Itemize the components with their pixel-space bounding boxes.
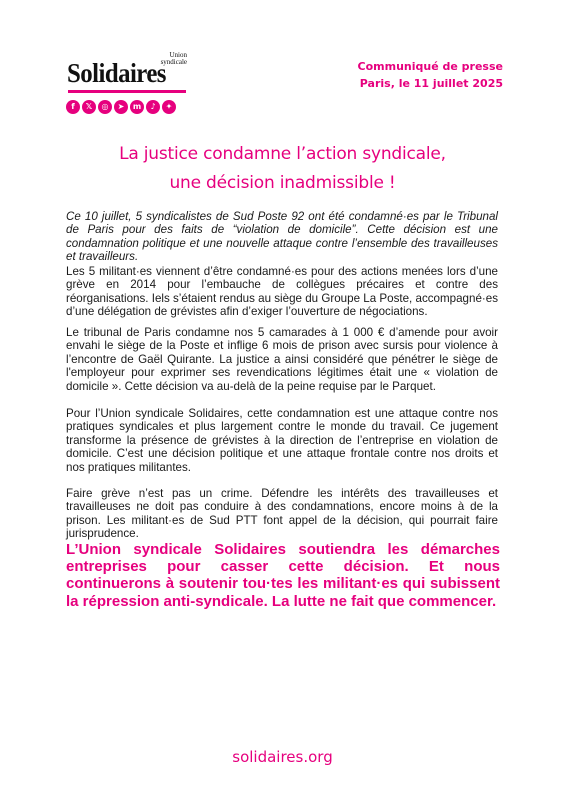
facebook-icon[interactable]: f [66, 100, 80, 114]
title-line-2: une décision inadmissible ! [169, 173, 396, 193]
press-header [358, 58, 503, 92]
x-icon[interactable]: 𝕏 [82, 100, 96, 114]
conclusion-paragraph: L’Union syndicale Solidaires soutiendra les démarches entreprises pour casser cette décision. Et nous continuerons à soutenir tou·tes les militant·es qui subissent la répression anti-syndicale. La lutte ne fait que commencer. [66, 541, 500, 610]
body-paragraph-2: Le tribunal de Paris condamne nos 5 camarades à 1 000 € d’amende pour avoir envahi le siège de la Poste et inflige 6 mois de prison avec sursis pour violence à l’encontre de Gaël Quirante. La justice a ainsi considéré que pénétrer le siège de l'employeur pour exprimer ses revendications légitimes était une « violation de domicile ». Cette décision va au-delà de la peine requise par le Parquet. [66, 326, 498, 393]
page-title [0, 140, 565, 198]
body-paragraph-4: Faire grève n’est pas un crime. Défendre les intérêts des travailleuses et travailleuses ne doit pas conduire à des condamnations, encore moins à de la prison. Les militant·es de Sud PTT font appel de la décision, qui pourrait faire jurisprudence. [66, 487, 498, 541]
bluesky-icon[interactable]: ✦ [162, 100, 176, 114]
logo-underline [68, 90, 186, 93]
intro-paragraph: Ce 10 juillet, 5 syndicalistes de Sud Poste 92 ont été condamné·es par le Tribunal de Paris pour des faits de “violation de domicile”. Cette décision est une condamnation politique et une nouvelle attaque contre l’ensemble des travailleuses et travailleurs. [66, 210, 498, 264]
instagram-icon[interactable]: ◎ [98, 100, 112, 114]
mastodon-icon[interactable]: m [130, 100, 144, 114]
press-release-label: Communiqué de presse [357, 60, 503, 73]
body-paragraph-3: Pour l’Union syndicale Solidaires, cette condamnation est une attaque contre nos pratiques syndicales et plus largement contre le monde du travail. Ce jugement transforme la présence de grévistes à la direction de l’entreprise en violation de domicile. C’est une décision politique et une attaque frontale contre nos droits et nos pratiques militantes. [66, 407, 498, 474]
logo-wordmark: Solidaires [67, 58, 166, 88]
logo-union-text: Union [169, 51, 187, 59]
title-line-1: La justice condamne l’action syndicale, [119, 144, 446, 164]
logo-syndicale-text: syndicale [160, 58, 187, 66]
press-release-date: Paris, le 11 juillet 2025 [359, 77, 503, 90]
tiktok-icon[interactable]: ♪ [146, 100, 160, 114]
telegram-icon[interactable]: ➤ [114, 100, 128, 114]
footer-website-link[interactable]: solidaires.org [232, 748, 333, 766]
body-paragraph-1: Les 5 militant·es viennent d’être condamné·es pour des actions menées lors d’une grève en 2014 pour l’embauche de collègues précaires et contre des réorganisations. Iels s’étaient rendus au siège du Groupe La Poste, accompagné·es d’une délégation de grévistes afin d’exiger l’ouverture de négociations. [66, 265, 498, 319]
social-icons [66, 100, 176, 114]
